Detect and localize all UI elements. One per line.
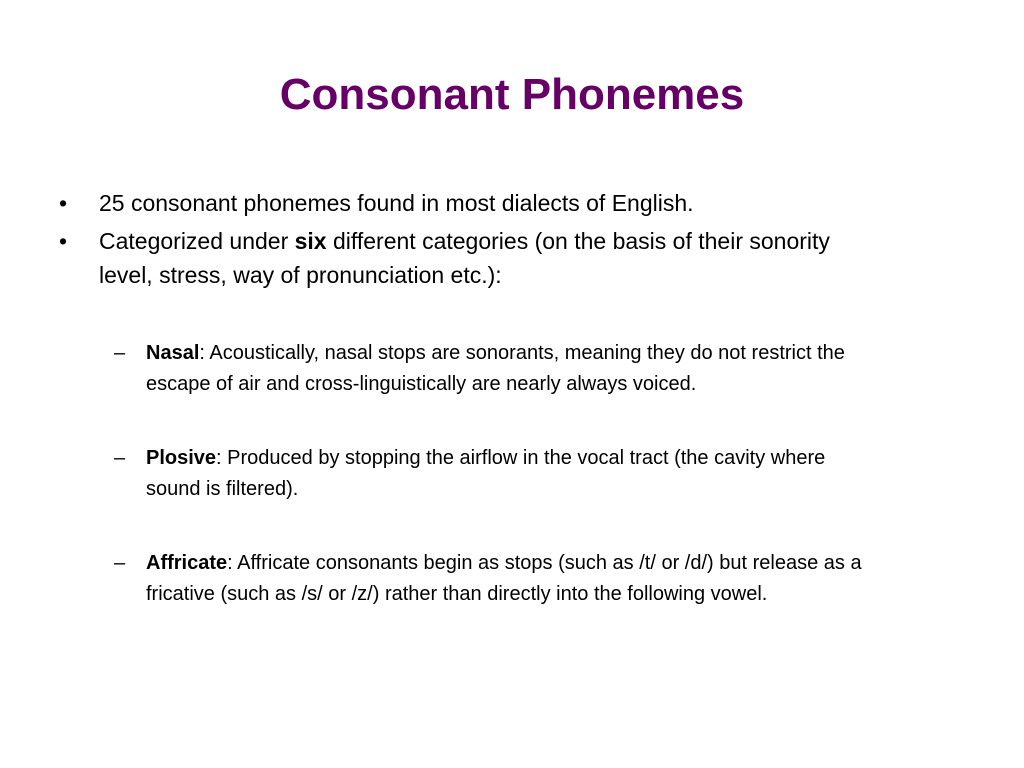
bullet-marker: • [59, 228, 68, 254]
sub-bullet-nasal [112, 338, 882, 400]
bullet-bold-word: six [294, 228, 327, 254]
dash-marker: – [114, 447, 126, 469]
sub-bullet-plosive [112, 443, 882, 505]
sub-bullet-term: Nasal [146, 342, 200, 364]
bullet-marker: • [59, 190, 68, 216]
bullet-text-after: different categories (on the basis of their sonority level, stress, way of pronunciation etc.): [99, 228, 830, 288]
dash-marker: – [114, 342, 126, 364]
bullet-list [56, 186, 856, 296]
dash-marker: – [114, 552, 126, 574]
bullet-text-before: Categorized under [99, 228, 295, 254]
bullet-item [56, 224, 856, 292]
bullet-item [56, 186, 856, 220]
sub-bullet-list [112, 338, 882, 610]
sub-bullet-term: Affricate [146, 552, 228, 574]
sub-bullet-text: : Produced by stopping the airflow in the vocal tract (the cavity where sound is filtered). [146, 447, 826, 500]
sub-bullet-affricate [112, 548, 882, 610]
sub-bullet-text: : Acoustically, nasal stops are sonorants, meaning they do not restrict the escape of air and cross-linguistically are nearly always voiced. [146, 342, 845, 395]
slide-title: Consonant Phonemes [279, 70, 745, 120]
bullet-text: 25 consonant phonemes found in most dialects of English. [99, 190, 694, 216]
sub-bullet-term: Plosive [146, 447, 217, 469]
sub-bullet-text: : Affricate consonants begin as stops (such as /t/ or /d/) but release as a fricative (such as /s/ or /z/) rather than directly into the following vowel. [146, 552, 862, 605]
